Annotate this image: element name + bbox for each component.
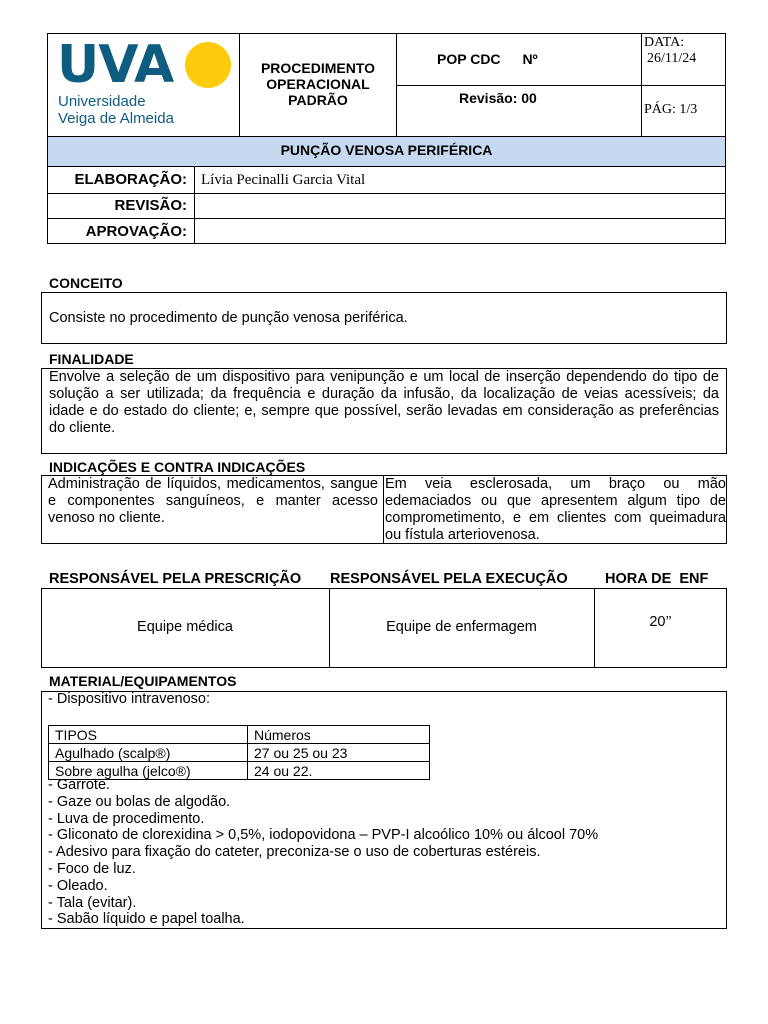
pop-code: POP CDC [437, 51, 501, 67]
list-item: - Gaze ou bolas de algodão. [48, 793, 231, 810]
revisao-label: REVISÃO: [114, 197, 187, 214]
number-cell: 24 ou 22. [248, 762, 430, 780]
page-label: PÁG: 1/3 [644, 102, 698, 117]
logo-dot [185, 42, 231, 88]
number-cell: 27 ou 25 ou 23 [248, 744, 430, 762]
material-intro: - Dispositivo intravenoso: [48, 691, 210, 707]
finalidade-text: Envolve a seleção de um dispositivo para venipunção e um local de inserção dependendo do tipo de solução a ser utilizada; da frequência e duração da infusão, da localização de veias acessíveis; da idade e do estado do cliente; e, sempre que possível, serão levadas em consideração as preferências do cliente. [49, 369, 719, 436]
date-value: 26/11/24 [647, 51, 697, 66]
hora-label: HORA DE ENF [605, 571, 709, 587]
pop-divider [396, 85, 726, 86]
prescricao-value: Equipe médica [137, 619, 233, 635]
elaboracao-label: ELABORAÇÃO: [74, 171, 187, 188]
list-item: - Sabão líquido e papel toalha. [48, 911, 245, 928]
pop-number-label: Nº [522, 51, 538, 67]
list-item: - Tala (evitar). [48, 894, 137, 911]
aprovacao-label: APROVAÇÃO: [85, 223, 187, 240]
logo-wordmark: UVA [57, 35, 174, 95]
date-label: DATA: [644, 35, 685, 50]
list-item: - Garrote. [48, 777, 111, 793]
procedure-title [240, 60, 396, 108]
table-row [49, 744, 430, 762]
finalidade-title: FINALIDADE [49, 351, 134, 367]
list-item: - Luva de procedimento. [48, 810, 205, 827]
revision-label: Revisão: 00 [459, 90, 537, 106]
finalidade-box [41, 368, 727, 454]
subject-row [48, 136, 725, 167]
list-item: - Foco de luz. [48, 860, 136, 877]
indicacoes-title: INDICAÇÕES E CONTRA INDICAÇÕES [49, 459, 306, 475]
device-types-table [48, 725, 430, 780]
logo-cell [47, 33, 240, 136]
logo-university-line2: Veiga de Almeida [58, 110, 174, 127]
conceito-title: CONCEITO [49, 275, 123, 291]
material-list [48, 777, 598, 928]
execucao-label: RESPONSÁVEL PELA EXECUÇÃO [330, 571, 568, 587]
numbers-header: Números [248, 726, 430, 744]
list-item: - Oleado. [48, 877, 108, 894]
indicacoes-left-text: Administração de líquidos, medicamentos, sangue e componentes sanguíneos, e manter acesso venoso no cliente. [48, 476, 378, 526]
subject-title: PUNÇÃO VENOSA PERIFÉRICA [280, 142, 493, 158]
type-cell: Sobre agulha (jelco®) [49, 762, 248, 780]
approval-row-divider-2 [47, 218, 726, 219]
procedure-title-line3: PADRÃO [288, 92, 348, 108]
elaboracao-value: Lívia Pecinalli Garcia Vital [201, 172, 366, 188]
type-cell: Agulhado (scalp®) [49, 744, 248, 762]
pop-label [437, 51, 538, 67]
hora-value: 20’’ [649, 614, 672, 630]
execucao-value: Equipe de enfermagem [386, 619, 537, 635]
procedure-title-line1: PROCEDIMENTO [260, 60, 376, 76]
approval-row-divider-1 [47, 193, 726, 194]
prescricao-label: RESPONSÁVEL PELA PRESCRIÇÃO [49, 571, 302, 587]
types-header: TIPOS [49, 726, 248, 744]
device-types-header-row [49, 726, 430, 744]
logo-university-line1: Universidade [58, 93, 146, 110]
indicacoes-right-text: Em veia esclerosada, um braço ou mão edemaciados ou que apresentem algum tipo de comprometimento, e em clientes com queimadura ou fístula arteriovenosa. [385, 476, 726, 543]
material-title: MATERIAL/EQUIPAMENTOS [49, 673, 237, 689]
procedure-title-line2: OPERACIONAL [266, 76, 370, 92]
list-item: - Adesivo para fixação do cateter, preconiza-se o uso de coberturas estéreis. [48, 844, 541, 861]
indicacoes-divider [383, 475, 384, 544]
conceito-text: Consiste no procedimento de punção venosa periférica. [49, 310, 408, 326]
conceito-box [41, 292, 727, 344]
list-item: - Gliconato de clorexidina > 0,5%, iodopovidona – PVP-I alcoólico 10% ou álcool 70% [48, 827, 599, 844]
